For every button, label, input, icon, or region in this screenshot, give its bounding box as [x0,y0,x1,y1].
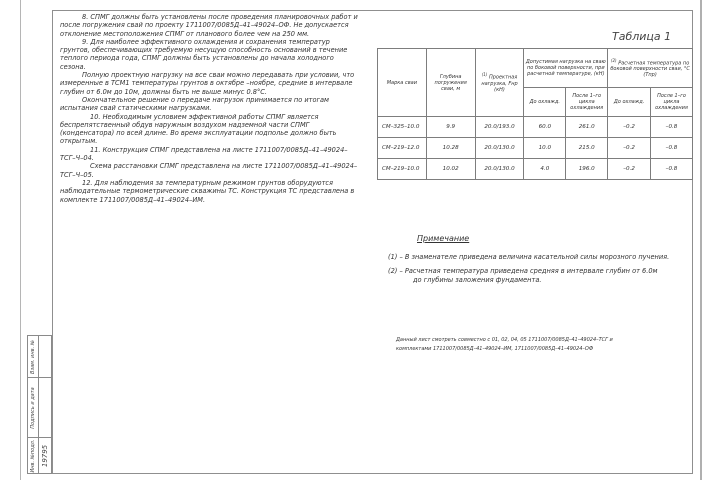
stamp-replace-label: Взам. инв. № [30,339,36,374]
header-load: $^{(1)}$ Проектная нагрузка, Fнр (кН) [475,49,524,117]
header-allowable-load: Допустимая нагрузка на сваю по боковой поверхности, при расчетной температуре, (кН) [524,49,608,88]
cell-temp-after: –0.8 [651,117,693,138]
stamp-replace-label-cell [27,335,39,378]
right-edge-line [700,0,702,480]
remark-continuation: до глубины заложения фундамента. [413,276,542,284]
cell-allow-before: 60.0 [524,117,566,138]
pile-table [377,48,693,180]
cell-allow-before: 10.0 [524,138,566,159]
table-row [378,117,693,138]
stamp-inv-value-cell [39,437,52,474]
remark-item [388,267,688,285]
header-design-temperature: $^{(2)}$ Расчетная температура по боковой поверхности сваи, °С (Tпр) [608,49,693,88]
remark-text: – Расчетная температура приведена средняя в интервале глубин от 6.0м [399,267,658,275]
cell-temp-before: –0.2 [608,117,651,138]
cell-load: 20.0/130.0 [475,138,524,159]
stamp-inv-value: 19795 [41,444,49,467]
table-title: Таблица 1 [612,30,672,43]
note-paragraph: 11. Конструкция СПМГ представлена на листе 1711007/0085Д–41–49024–ТСГ–Ч–04. [60,145,348,163]
note-paragraph: Схема расстановки СПМГ представлена на листе 1711007/0085Д–41–49024–ТСГ–Ч–05. [60,162,358,179]
cell-allow-before: 4.0 [524,159,566,180]
remark-number: (2) [388,267,398,275]
cell-temp-after: –0.8 [651,138,693,159]
reference-line-1: Данный лист смотреть совместно с 01, 02, 04, 05 1711007/0085Д–41–49024–ТСГ и [396,337,613,343]
stamp-replace-value-cell [39,335,52,378]
table-row [378,138,693,159]
remarks-title: Примечание [417,234,470,243]
note-paragraph: Полную проектную нагрузку на все сваи можно передавать при условии, что измеренные в ТСМ1 температуры грунтов в октябре –ноябре, средние в интервале глубин от 6.0м до 10м, должны быть не выше минус 0.8°С. [60,71,355,96]
cell-depth: 10.02 [426,159,475,180]
note-paragraph: Окончательное решение о передаче нагрузок принимается по итогам испытания свай статическими нагрузками. [60,95,330,113]
reference-note [396,336,686,354]
remark-number: (1) [388,253,398,261]
stamp-inv-label-cell [27,437,39,474]
cell-temp-before: –0.2 [608,159,651,180]
cell-load: 20.0/130.0 [475,159,524,180]
cell-mark: СМ–325–10.0 [378,117,427,138]
header-depth: Глубина погружения сваи, м [426,49,475,117]
header-temp-before: До охлажд. [608,88,651,117]
stamp-inv-label: Инв. №подл. [30,439,36,472]
stamp-sign-label: Подпись и дата [30,386,36,429]
notes-section [60,13,360,204]
header-temp-after: После 1–го цикла охлаждения [651,88,693,117]
note-paragraph: 8. СПМГ должны быть установлены после проведения планировочных работ и после погружения свай по проекту 1711007/0085Д–41–49024–ОФ. Не допускается отклонение местоположения СПМГ от планового более чем на 250 мм. [60,13,358,38]
cell-temp-before: –0.2 [608,138,651,159]
left-margin-line [20,0,21,480]
note-paragraph: 12. Для наблюдения за температурным режимом грунтов оборудуются наблюдательные термометрические скважины ТС. Конструкция ТС представлена в комплекте 1711007/0085Д–41–49024–ИМ. [60,178,355,204]
cell-depth: 10.28 [426,138,475,159]
cell-mark: СМ–219–12.0 [378,138,427,159]
cell-allow-after: 215.0 [566,138,608,159]
table-row [378,159,693,180]
stamp-sign-value-cell [39,377,52,438]
remark-item [388,253,688,262]
cell-load: 20.0/193.0 [475,117,524,138]
note-paragraph: 9. Для наиболее эффективного охлаждения и сохранения температур грунтов, обеспечивающих требуемую несущую способность оснований в течение теплого периода года, СПМГ должны быть установлены до начала холодного сезона. [60,37,348,71]
side-stamp [27,335,52,474]
cell-mark: СМ–219–10.0 [378,159,427,180]
header-allow-after: После 1–го цикла охлаждения [566,88,608,117]
reference-line-2: комплектами 1711007/0085Д–41–49024–ИМ, 1711007/0085Д–41–49024–ОФ [396,346,594,352]
header-allow-before: До охлажд. [524,88,566,117]
cell-allow-after: 261.0 [566,117,608,138]
header-mark: Марка сваи [378,49,427,117]
cell-temp-after: –0.8 [651,159,693,180]
remark-text: – В знаменателе приведена величина касательной силы морозного пучения. [399,253,670,261]
cell-depth: 9.9 [426,117,475,138]
stamp-sign-label-cell [27,377,39,438]
cell-allow-after: 196.0 [566,159,608,180]
note-paragraph: 10. Необходимым условием эффективной работы СПМГ является беспрепятственный обдув наружным воздухом надземной части СПМГ (конденсатора) по всей длине. Во время эксплуатации подполье должно быть открытым. [60,112,337,146]
